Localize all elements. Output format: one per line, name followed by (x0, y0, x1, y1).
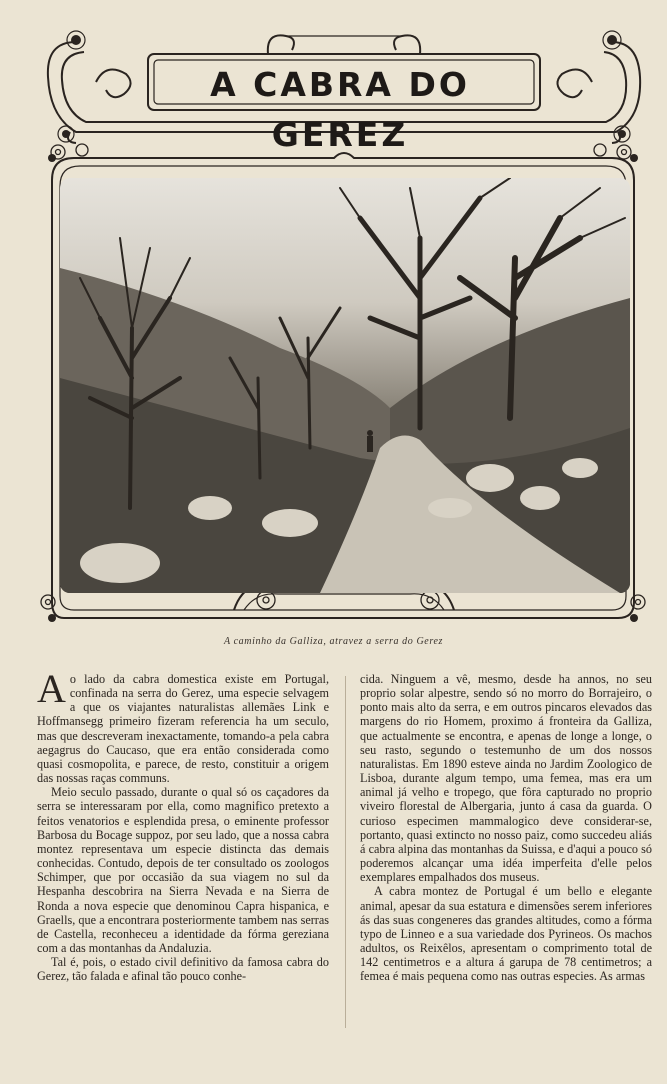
drop-cap: A (37, 666, 66, 711)
text-column-right (360, 672, 652, 983)
photo-caption: A caminho da Galliza, atravez a serra do Gerez (224, 636, 443, 647)
paragraph-text: o lado da cabra domestica existe em Portugal, confinada na serra do Gerez, uma especie selvagem a que os viajantes naturalistas allemães Link e Hoffmansegg primeiro fizeram referencia ha um seculo, mas que descreveram inexactamente, tomando-a pela cabra aegagrus do Caucaso, que era então considerada como quasi cosmopolita, e parece, de resto, constituir a origem das nossas raças communs. (37, 672, 329, 786)
landscape-photograph (60, 178, 630, 593)
text-column-left (37, 666, 329, 984)
paragraph: A cabra montez de Portugal é um bello e elegante animal, apesar da sua estatura e dimensões serem inferiores ás das suas congeneres das grandes altitudes, como a fórma typo de Linneo e a sua variedade dos Pyrineos. Os machos adultos, os Reixêlos, apresentam o comprimento total de 142 centimetros e a altura á garupa de 78 centimetros; a femea é mais pequena como nas outras especies. As armas (360, 884, 652, 984)
paragraph: Tal é, pois, o estado civil definitivo da famosa cabra do Gerez, tão falada e afinal tão pouco conhe- (37, 955, 329, 984)
column-divider (345, 676, 346, 1028)
paragraph: cida. Ninguem a vê, mesmo, desde ha annos, no seu proprio solar alpestre, sendo só no morro do Borrajeiro, o ponto mais alto da serra, e em outros pincaros elevados das margens do rio Homem, proximo á fronteira da Galliza, que actualmente se encontra, e apenas de longe a longe, o seu rasto, segundo o testemunho de um dos nossos naturalistas. Em 1890 esteve ainda no Jardim Zoologico de Lisboa, durante algum tempo, uma femea, mas era um animal já velho e tropego, que fôra capturado no proprio viveiro florestal de Albergaria, junto á casa da guarda. O curioso especimen mammalogico deve considerar-se, portanto, quasi extincto no nosso paiz, como succedeu aliás á cabra alpina das montanhas da Suissa, e d'aqui a pouco só poderemos alcançar uma idéa imperfeita d'elle pelos exemplares empalhados dos museus. (360, 672, 652, 885)
title-banner (36, 22, 652, 154)
mountain-road-trees-illustration (60, 178, 630, 593)
page-title: A CABRA DO GEREZ (210, 65, 470, 154)
paragraph: Meio seculo passado, durante o qual só os caçadores da serra se interessaram por ella, como magnifico pretexto a feitos venatorios e esplendida presa, o eminente professor Barbosa du Bocage suppoz, por seu lado, que a nossa cabra montez representava um especie distincta das demais conhecidas. Contudo, depois de ter consultado os zoologos Schimper, que por occasião da sua viagem no sul da Hespanha descobrira na Sierra Nevada e na Sierra de Ronda a nova especie que denominou Capra hispanica, e Graells, que a encontrara posteriormente tambem nas serras de Castella, reconheceu a identidade da fórma gereziana com a das montanhas da Andaluzia. (37, 785, 329, 955)
paragraph (37, 666, 329, 786)
